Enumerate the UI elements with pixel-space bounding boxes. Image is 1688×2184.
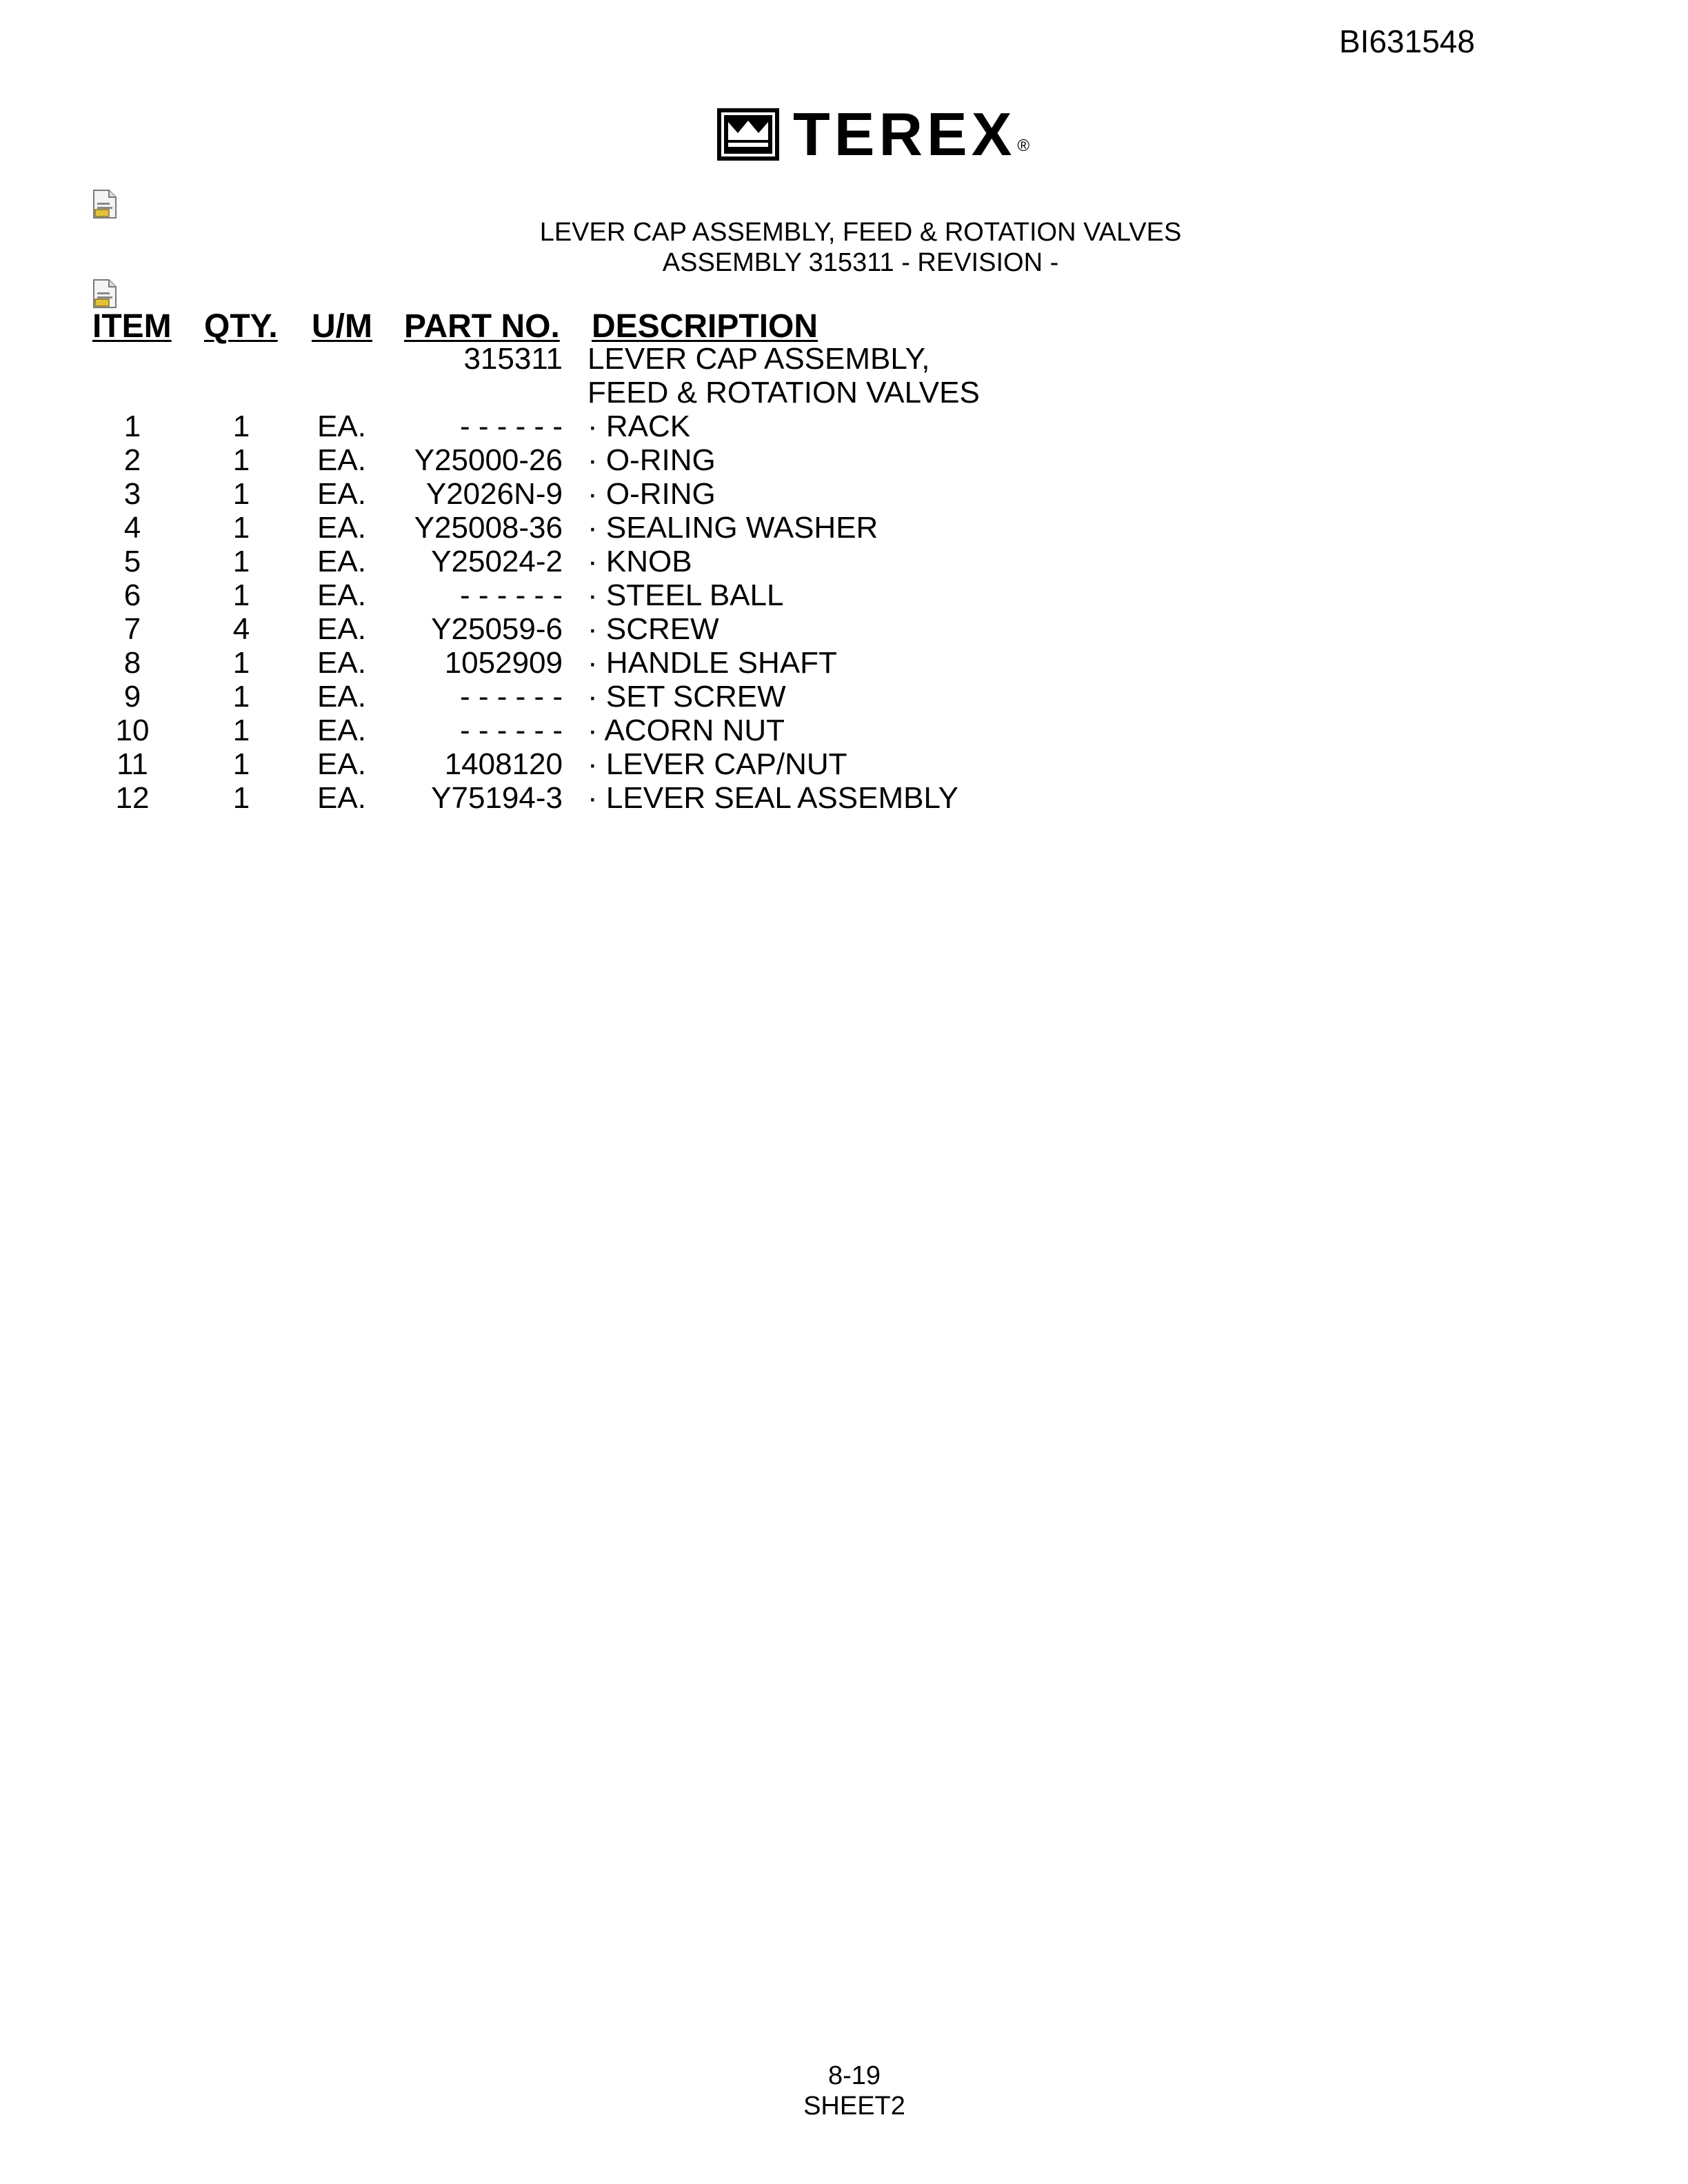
table-row — [0, 545, 1688, 578]
table-row — [0, 511, 1688, 545]
table-row — [0, 781, 1688, 815]
sheet-label: SHEET2 — [803, 2092, 905, 2121]
table-row — [0, 612, 1688, 646]
qty-cell: 1 — [232, 545, 250, 578]
table-row — [0, 342, 1688, 376]
brand-name: TEREX — [793, 100, 1016, 168]
part-no-cell: - - - - - - — [459, 714, 563, 747]
qty-cell: 1 — [232, 511, 250, 545]
document-id: BI631548 — [1339, 23, 1475, 59]
document-attachment-icon[interactable] — [91, 279, 119, 309]
qty-cell: 1 — [232, 781, 250, 815]
column-header-description: DESCRIPTION — [592, 308, 818, 345]
table-row — [0, 578, 1688, 612]
description-cell: · SEALING WASHER — [587, 511, 878, 545]
table-row — [0, 376, 1688, 410]
description-cell: LEVER CAP ASSEMBLY, — [587, 342, 930, 376]
terex-crown-logo-icon — [717, 108, 779, 161]
item-cell: 5 — [123, 545, 141, 578]
table-row — [0, 714, 1688, 747]
part-no-cell: 315311 — [463, 342, 563, 376]
part-no-cell: Y75194-3 — [431, 781, 563, 815]
part-no-cell: 1408120 — [444, 747, 563, 781]
um-cell: EA. — [317, 646, 366, 680]
item-cell: 12 — [115, 781, 150, 815]
description-cell: · LEVER CAP/NUT — [587, 747, 847, 781]
description-cell: · KNOB — [587, 545, 692, 578]
um-cell: EA. — [317, 781, 366, 815]
item-cell: 7 — [123, 612, 141, 646]
table-row — [0, 443, 1688, 477]
description-cell: · SCREW — [587, 612, 719, 646]
page-number: 8-19 — [827, 2061, 881, 2090]
column-header-item: ITEM — [92, 308, 172, 345]
qty-cell: 1 — [232, 646, 250, 680]
qty-cell: 1 — [232, 680, 250, 714]
part-no-cell: Y25008-36 — [414, 511, 563, 545]
um-cell: EA. — [317, 578, 366, 612]
document-title: LEVER CAP ASSEMBLY, FEED & ROTATION VALVES — [539, 218, 1182, 247]
part-no-cell: - - - - - - — [459, 410, 563, 443]
qty-cell: 1 — [232, 443, 250, 477]
column-header-um: U/M — [312, 308, 372, 345]
item-cell: 1 — [123, 410, 141, 443]
part-no-cell: 1052909 — [444, 646, 563, 680]
table-row — [0, 410, 1688, 443]
part-no-cell: Y25000-26 — [414, 443, 563, 477]
qty-cell: 1 — [232, 410, 250, 443]
part-no-cell: - - - - - - — [459, 680, 563, 714]
item-cell: 6 — [123, 578, 141, 612]
description-cell: · STEEL BALL — [587, 578, 784, 612]
column-header-part-no: PART NO. — [404, 308, 560, 345]
registered-mark: ® — [1017, 136, 1030, 155]
description-cell: FEED & ROTATION VALVES — [587, 376, 980, 410]
qty-cell: 1 — [232, 477, 250, 511]
document-attachment-icon[interactable] — [91, 189, 119, 219]
um-cell: EA. — [317, 680, 366, 714]
qty-cell: 4 — [232, 612, 250, 646]
table-row — [0, 477, 1688, 511]
document-subtitle: ASSEMBLY 315311 - REVISION - — [662, 248, 1059, 277]
um-cell: EA. — [317, 747, 366, 781]
table-row — [0, 646, 1688, 680]
description-cell: · O-RING — [587, 443, 716, 477]
qty-cell: 1 — [232, 578, 250, 612]
part-no-cell: Y2026N-9 — [425, 477, 563, 511]
item-cell: 4 — [123, 511, 141, 545]
qty-cell: 1 — [232, 747, 250, 781]
description-cell: · SET SCREW — [587, 680, 786, 714]
um-cell: EA. — [317, 477, 366, 511]
description-cell: · RACK — [587, 410, 691, 443]
part-no-cell: Y25024-2 — [431, 545, 563, 578]
part-no-cell: - - - - - - — [459, 578, 563, 612]
description-cell: · ACORN NUT — [587, 714, 785, 747]
table-row — [0, 747, 1688, 781]
item-cell: 10 — [115, 714, 150, 747]
description-cell: · HANDLE SHAFT — [587, 646, 837, 680]
qty-cell: 1 — [232, 714, 250, 747]
um-cell: EA. — [317, 443, 366, 477]
item-cell: 3 — [123, 477, 141, 511]
um-cell: EA. — [317, 612, 366, 646]
item-cell: 8 — [123, 646, 141, 680]
part-no-cell: Y25059-6 — [431, 612, 563, 646]
parts-table — [0, 342, 1688, 815]
um-cell: EA. — [317, 545, 366, 578]
um-cell: EA. — [317, 410, 366, 443]
item-cell: 9 — [123, 680, 141, 714]
description-cell: · LEVER SEAL ASSEMBLY — [587, 781, 959, 815]
description-cell: · O-RING — [587, 477, 716, 511]
item-cell: 2 — [123, 443, 141, 477]
um-cell: EA. — [317, 511, 366, 545]
column-header-qty: QTY. — [204, 308, 278, 345]
item-cell: 11 — [117, 747, 148, 781]
table-row — [0, 680, 1688, 714]
um-cell: EA. — [317, 714, 366, 747]
terex-logo — [717, 100, 1030, 168]
